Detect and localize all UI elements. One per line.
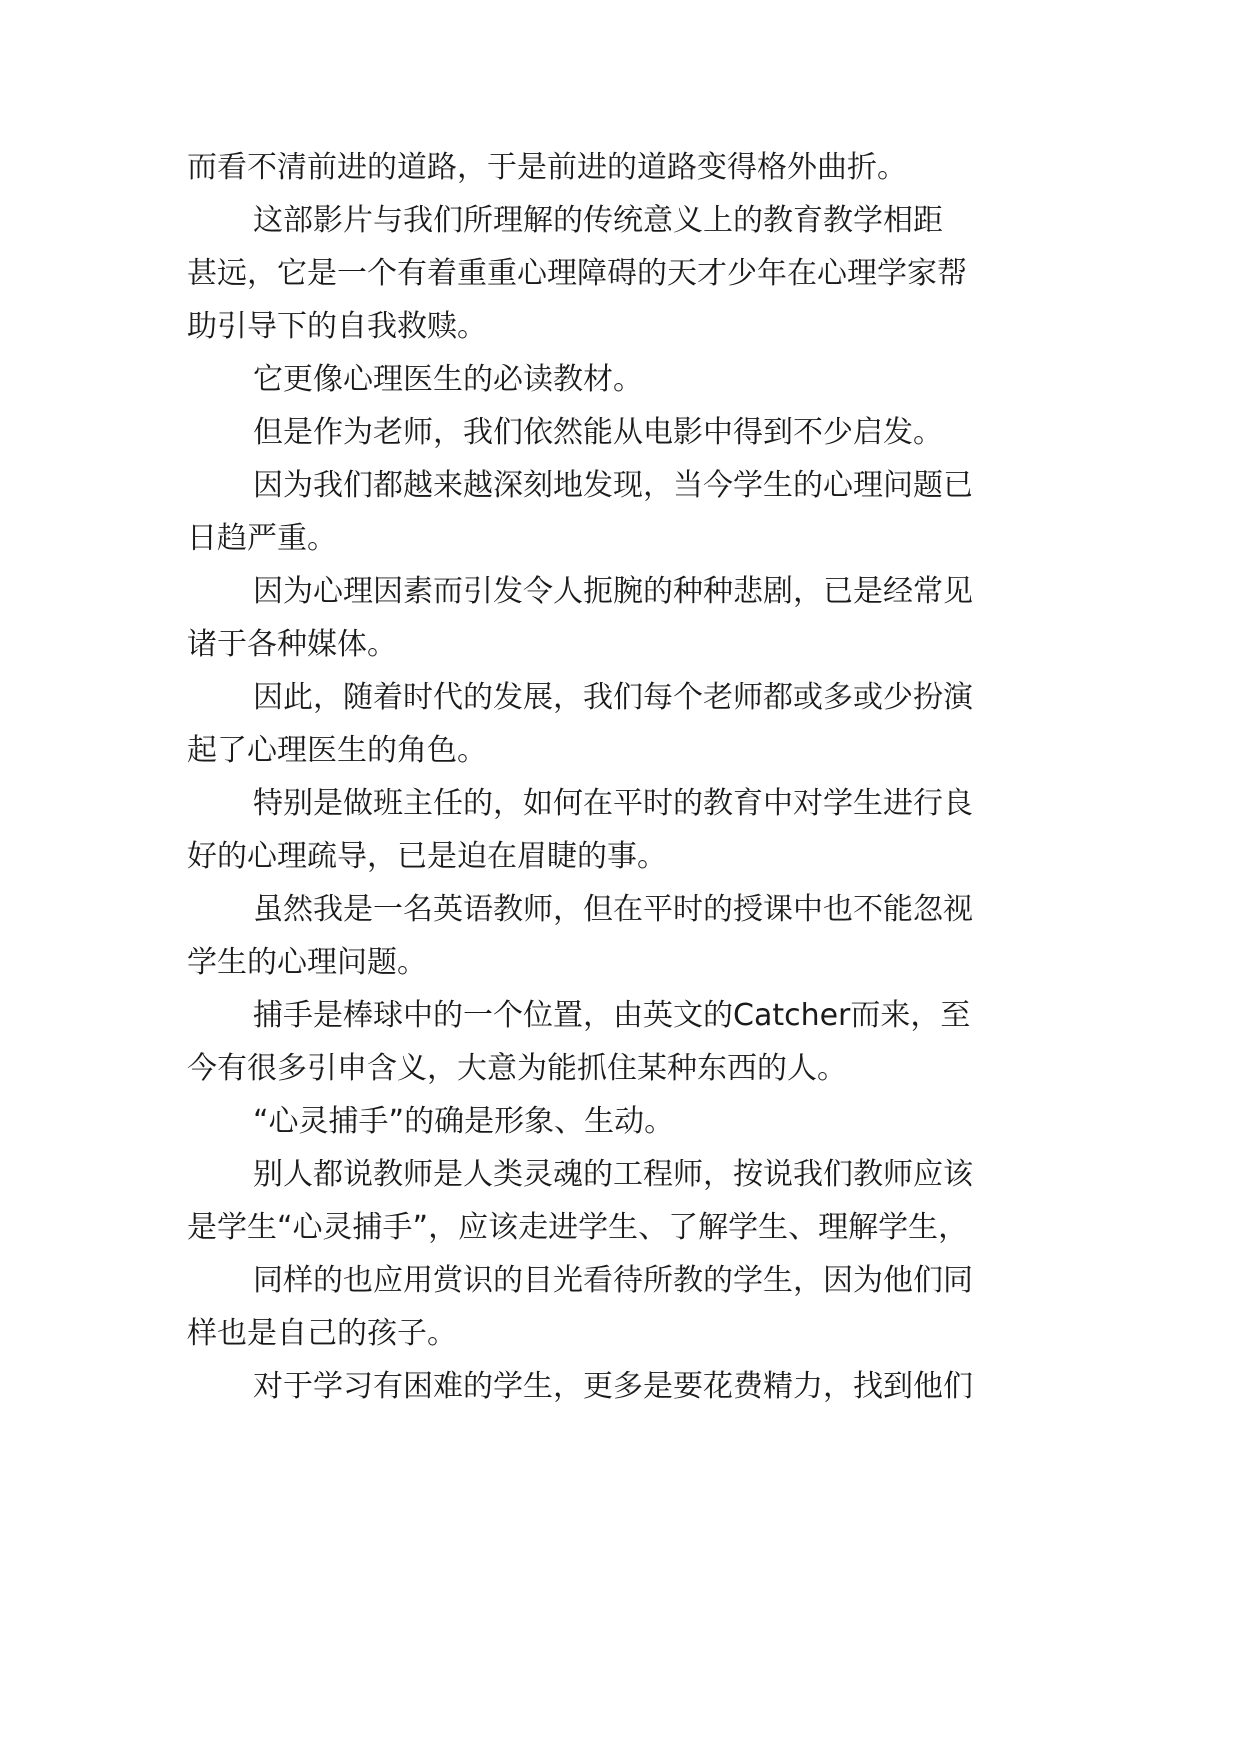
paragraph-start-line: 同样的也应用赏识的目光看待所教的学生，因为他们同 (253, 1263, 973, 1298)
text-line: 好的心理疏导，已是迫在眉睫的事。 (187, 839, 667, 874)
text-line: 起了心理医生的角色。 (187, 733, 487, 768)
text-line: 今有很多引申含义，大意为能抓住某种东西的人。 (187, 1051, 847, 1086)
text-line: 助引导下的自我救赎。 (187, 309, 487, 344)
paragraph-start-line: 这部影片与我们所理解的传统意义上的教育教学相距 (253, 203, 943, 238)
paragraph-start-line: 但是作为老师，我们依然能从电影中得到不少启发。 (253, 415, 943, 450)
paragraph-start-line: 别人都说教师是人类灵魂的工程师，按说我们教师应该 (253, 1157, 973, 1192)
text-line: 甚远，它是一个有着重重心理障碍的天才少年在心理学家帮 (187, 256, 967, 291)
text-line: 是学生“心灵捕手”，应该走进学生、了解学生、理解学生， (187, 1210, 969, 1245)
text-line: 学生的心理问题。 (187, 945, 427, 980)
text-line: 样也是自己的孩子。 (187, 1316, 457, 1351)
paragraph-start-line: 它更像心理医生的必读教材。 (253, 362, 643, 397)
paragraph-start-line: 特别是做班主任的，如何在平时的教育中对学生进行良 (253, 786, 973, 821)
paragraph-start-line: 捕手是棒球中的一个位置，由英文的Catcher而来，至 (253, 998, 971, 1033)
text-line: 而看不清前进的道路，于是前进的道路变得格外曲折。 (187, 150, 907, 185)
paragraph-start-line: 因为我们都越来越深刻地发现，当今学生的心理问题已 (253, 468, 973, 503)
paragraph-start-line: “心灵捕手”的确是形象、生动。 (253, 1104, 675, 1139)
paragraph-start-line: 因为心理因素而引发令人扼腕的种种悲剧，已是经常见 (253, 574, 973, 609)
text-line: 日趋严重。 (187, 521, 337, 556)
paragraph-start-line: 因此，随着时代的发展，我们每个老师都或多或少扮演 (253, 680, 973, 715)
text-line: 诸于各种媒体。 (187, 627, 397, 662)
paragraph-start-line: 虽然我是一名英语教师，但在平时的授课中也不能忽视 (253, 892, 973, 927)
paragraph-start-line: 对于学习有困难的学生，更多是要花费精力，找到他们 (253, 1369, 973, 1404)
